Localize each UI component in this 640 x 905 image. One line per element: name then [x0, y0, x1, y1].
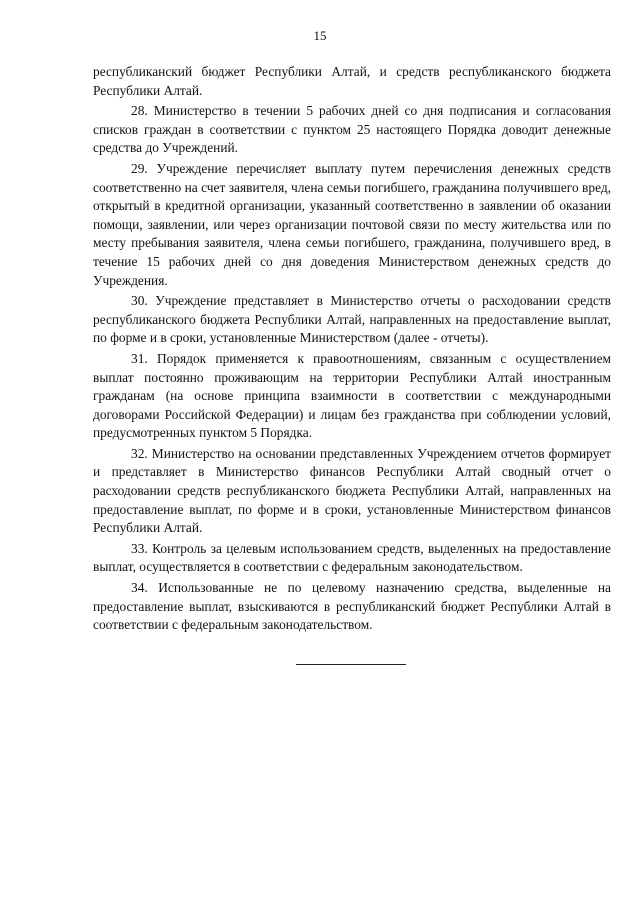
paragraph-32: 32. Министерство на основании представленных Учреждением отчетов формирует и представляет в Министерство финансов Республики Алтай сводный отчет о расходовании средств республиканского бюджета Республики Алтай, направленных на предоставление выплат, по форме и в сроки, установленные Министерством финансов Республики Алтай. — [93, 445, 611, 536]
paragraph-29: 29. Учреждение перечисляет выплату путем перечисления денежных средств соответственно на счет заявителя, члена семьи погибшего, гражданина получившего вред, открытый в кредитной организации, указанный соответственно в заявлении об оказании помощи, заявлении, или через организации почтовой связи по месту жительства или по месту пребывания заявителя, члена семьи погибшего, гражданина, получившего вред, в течение 15 рабочих дней со дня доведения Министерством денежных средств до Учреждения. — [93, 160, 611, 288]
paragraph-28: 28. Министерство в течении 5 рабочих дней со дня подписания и согласования списков граждан в соответствии с пунктом 25 настоящего Порядка доводит денежные средства до Учреждений. — [93, 103, 611, 156]
document-body — [93, 63, 611, 637]
paragraph-34: 34. Использованные не по целевому назначению средства, выделенные на предоставление выплат, взыскиваются в республиканский бюджет Республики Алтай в соответствии с федеральным законодательством. — [93, 580, 611, 633]
paragraph-31: 31. Порядок применяется к правоотношениям, связанным с осуществлением выплат постоянно проживающим на территории Республики Алтай иностранным гражданам (на основе принципа взаимности в соответствии с международными договорами Российской Федерации) и лицам без гражданства при соблюдении условий, предусмотренных пунктом 5 Порядка. — [93, 350, 611, 441]
page-number: 15 — [313, 28, 327, 43]
paragraph-continuation: республиканский бюджет Республики Алтай, и средств республиканского бюджета Республики Алтай. — [93, 64, 611, 98]
end-separator-line — [296, 664, 406, 665]
paragraph-33: 33. Контроль за целевым использованием средств, выделенных на предоставление выплат, осуществляется в соответствии с федеральным законодательством. — [93, 540, 611, 575]
paragraph-30: 30. Учреждение представляет в Министерство отчеты о расходовании средств республиканского бюджета Республики Алтай, направленных на предоставление выплат, по форме и в сроки, установленные Министерством (далее - отчеты). — [93, 293, 611, 346]
